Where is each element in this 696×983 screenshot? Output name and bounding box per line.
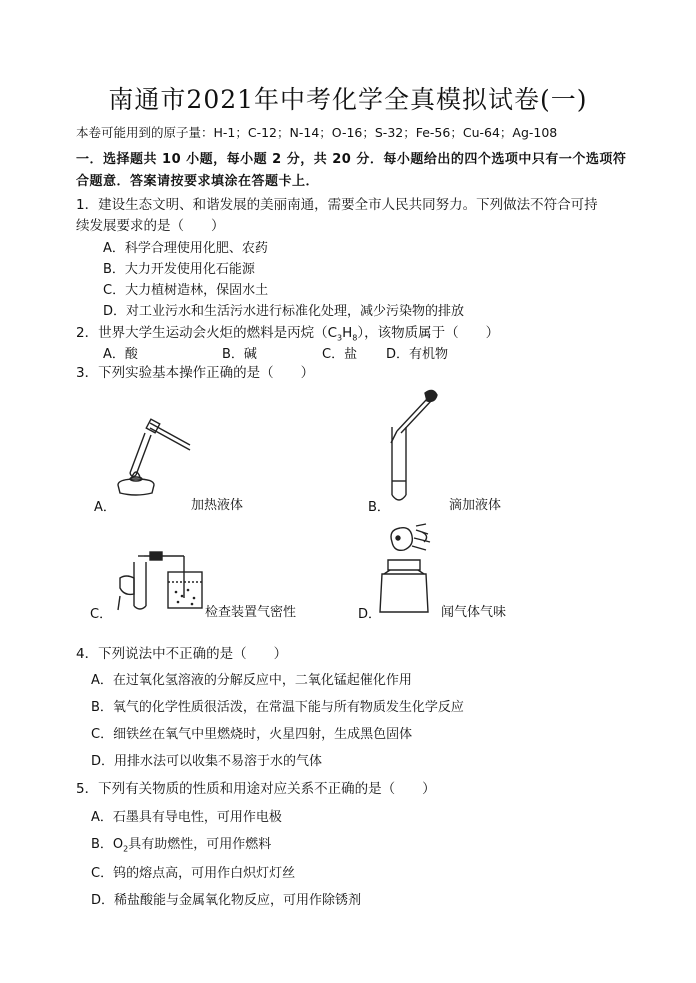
atomic-masses: 本卷可能用到的原子量：H-1；C-12；N-14；O-16；S-32；Fe-56；Cu-64；Ag-108: [76, 125, 558, 140]
q5-stem: 5．下列有关物质的性质和用途对应关系不正确的是（ ）: [76, 781, 436, 797]
q3-figure-d-caption: 闻气体气味: [441, 605, 507, 620]
q2-option-a: A．酸: [103, 347, 138, 362]
q4-option-c: C．细铁丝在氧气中里燃烧时，火星四射，生成黑色固体: [91, 727, 413, 742]
q5-option-b-sub: 2: [123, 844, 129, 854]
q3-figure-d-label: D．: [358, 607, 382, 622]
q3-figure-a-label: A．: [94, 500, 116, 515]
q5-option-b-o: O: [112, 837, 124, 852]
q2-sub2: 8: [352, 333, 358, 343]
q1-option-d: D．对工业污水和生活污水进行标准化处理，减少污染物的排放: [103, 304, 465, 319]
heating-liquid-figure: [112, 415, 196, 500]
section-instructions-line2: 合题意．答案请按要求填涂在答题卡上．: [76, 174, 320, 189]
q1-option-a: A．科学合理使用化肥、农药: [103, 241, 268, 256]
q1-stem-line2: 续发展要求的是（ ）: [76, 218, 225, 234]
q3-figure-a-caption: 加热液体: [191, 498, 244, 513]
dropper-figure: [383, 385, 443, 505]
q5-option-d: D．稀盐酸能与金属氧化物反应，可用作除锈剂: [91, 893, 362, 908]
q2-option-b: B．碱: [222, 347, 257, 362]
q2-option-c: C．盐: [322, 347, 358, 362]
q2-stem-pre: 2．世界大学生运动会火炬的燃料是丙烷（C: [76, 325, 338, 341]
smelling-gas-figure: [372, 520, 444, 615]
q2-stem: [76, 321, 499, 343]
q4-option-a: A．在过氧化氢溶液的分解反应中，二氧化锰起催化作用: [91, 673, 412, 688]
q2-stem-post: ），该物质属于（ ）: [357, 325, 500, 341]
section-instructions-line1: 一．选择题共 10 小题，每小题 2 分，共 20 分．每小题给出的四个选项中只有一个选项符: [76, 152, 627, 167]
airtightness-figure: [116, 548, 206, 613]
page-title: 南通市2021年中考化学全真模拟试卷(一): [108, 85, 588, 114]
q5-option-b-label: B．: [91, 837, 113, 852]
q4-option-d: D．用排水法可以收集不易溶于水的气体: [91, 754, 323, 769]
q2-option-d: D．有机物: [386, 347, 449, 362]
q3-stem: 3．下列实验基本操作正确的是（ ）: [76, 365, 315, 381]
q2-mid: H: [342, 325, 353, 341]
q5-option-a: A．石墨具有导电性，可用作电极: [91, 810, 282, 825]
q5-option-b-rest: 具有助燃性，可用作燃料: [128, 837, 272, 852]
q1-option-b: B．大力开发使用化石能源: [103, 262, 255, 277]
q3-figure-b-caption: 滴加液体: [449, 498, 502, 513]
q4-option-b: B．氧气的化学性质很活泼，在常温下能与所有物质发生化学反应: [91, 700, 464, 715]
q2-sub1: 3: [337, 333, 343, 343]
q3-figure-c-caption: 检查装置气密性: [205, 605, 297, 620]
q1-option-c: C．大力植树造林，保固水土: [103, 283, 269, 298]
q4-stem: 4．下列说法中不正确的是（ ）: [76, 646, 288, 662]
q1-stem-line1: 1．建设生态文明、和谐发展的美丽南通，需要全市人民共同努力。下列做法不符合可持: [76, 197, 598, 213]
q3-figure-b-label: B．: [368, 500, 390, 515]
q3-figure-c-label: C．: [90, 607, 113, 622]
q5-option-b: [91, 833, 271, 854]
q5-option-c: C．钨的熔点高，可用作白炽灯灯丝: [91, 866, 296, 881]
